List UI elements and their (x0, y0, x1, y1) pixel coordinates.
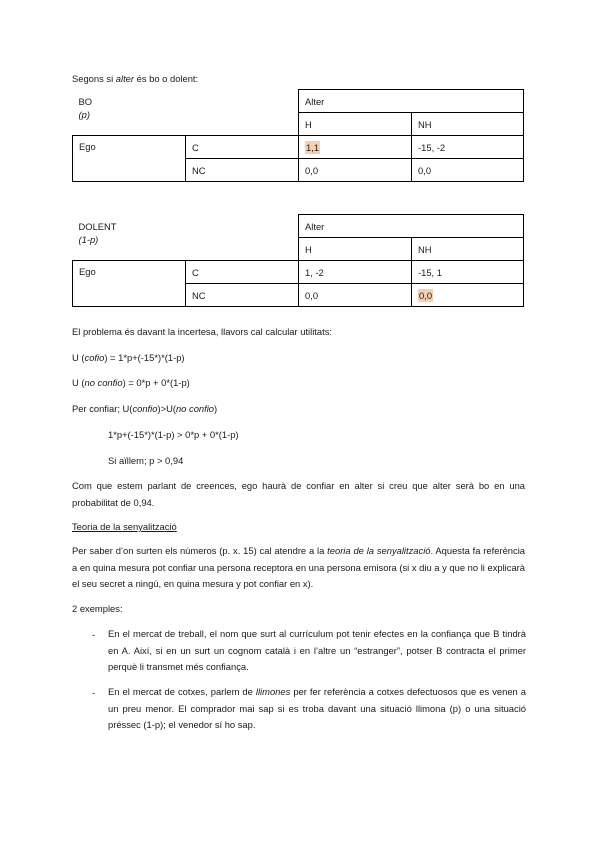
table-dolent-c-h-cell: 1, -2 (299, 261, 412, 284)
ex2-a: En el mercat de cotxes, parlem de (108, 686, 256, 697)
table-bo-title: BO (78, 95, 93, 107)
confiar-b: confio (132, 403, 158, 414)
eq1-emphasis: cofio (84, 352, 105, 363)
table-dolent-row-c-label: C (186, 261, 299, 284)
table-dolent-nh-header: NH (412, 238, 524, 261)
solution: Si aïllem; p > 0,94 (108, 455, 184, 466)
table-dolent-c-nh-cell: -15, 1 (412, 261, 524, 284)
examples-title: 2 exemples: (72, 603, 123, 614)
example-2 (108, 684, 526, 734)
confiar-e: ) (214, 403, 218, 414)
inequality: 1*p+(-15*)*(1-p) > 0*p + 0*(1-p) (108, 429, 239, 440)
utility-no-confio (72, 377, 190, 388)
highlighted-payoff: 0,0 (419, 289, 433, 301)
table-bo-probability: (p) (78, 108, 90, 120)
signal-b: . Aquesta fa referència a en quina mesura pot confiar una persona receptora en una persona emisora (si x diu a y que no li explicarà el seu secret a ningú, en quina mesura y pot confiar en x). (72, 545, 525, 589)
confiar-condition (72, 403, 217, 414)
conclusion-paragraph: Com que estem parlant de creences, ego haurà de confiar en alter si creu que alter serà bo en una probabilitat de 0,94. (72, 480, 525, 508)
eq1-pre: U ( (72, 352, 85, 363)
table-dolent-label (73, 215, 299, 261)
table-dolent-nc-nh-cell (412, 284, 524, 307)
table-dolent-ego-label: Ego (73, 261, 186, 307)
intro-post: és bo o dolent: (134, 73, 199, 84)
table-bo-h-header: H (299, 113, 412, 136)
eq1-post: ) = 1*p+(-15*)*(1-p) (104, 352, 185, 363)
example-1: En el mercat de treball, el nom que surt al currículum pot tenir efectes en la confiança que B tindrà en A. Així, si en un surt un cognom català i en l’altre un “estranger”, potser B contracta el primer perquè li transmet més confiança. (108, 628, 526, 672)
section-heading (72, 521, 177, 532)
ex2-emphasis: llimones (255, 686, 291, 697)
confiar-a: Per confiar; U( (72, 403, 133, 414)
signal-emphasis: teoria de la senyalització (327, 545, 431, 556)
table-dolent-probability: (1-p) (78, 233, 99, 245)
problem-text: El problema és davant la incertesa, llavors cal calcular utilitats: (72, 326, 333, 337)
ex2-b: per fer referència a cotxes defectuosos que es venen a un preu menor. El comprador mai sap si es troba davant una situació llimona (p) o una situació préssec (1-p); el venedor sí ho sap. (108, 686, 527, 730)
eq2-post: ) = 0*p + 0*(1-p) (122, 377, 190, 388)
bullet-marker: - (92, 629, 96, 640)
intro-emphasis: alter (115, 73, 135, 84)
bullet-marker: - (92, 687, 96, 698)
table-bo-row-nc-label: NC (186, 159, 299, 182)
table-bo-row-c-label: C (186, 136, 299, 159)
confiar-c: )>U( (157, 403, 176, 414)
confiar-d: no confio (175, 403, 215, 414)
payoff-table-dolent (72, 214, 524, 307)
table-bo-label (73, 90, 299, 136)
eq2-emphasis: no confio (84, 377, 123, 388)
table-bo-c-h-cell (299, 136, 412, 159)
table-dolent-title: DOLENT (78, 220, 117, 232)
signaling-paragraph (72, 543, 525, 593)
intro-pre: Segons si (72, 73, 116, 84)
table-bo-nc-nh-cell: 0,0 (412, 159, 524, 182)
section-heading-text: Teoria de la senyalització (72, 521, 177, 532)
payoff-table-bo (72, 89, 524, 182)
table-bo-nc-h-cell: 0,0 (299, 159, 412, 182)
table-dolent-row-nc-label: NC (186, 284, 299, 307)
table-dolent-h-header: H (299, 238, 412, 261)
table-bo-c-nh-cell: -15, -2 (412, 136, 524, 159)
table-bo-ego-label: Ego (73, 136, 186, 182)
intro-text (72, 73, 198, 84)
utility-confio (72, 352, 185, 363)
table-bo-alter-header: Alter (299, 90, 524, 113)
table-dolent-nc-h-cell: 0,0 (299, 284, 412, 307)
table-dolent-alter-header: Alter (299, 215, 524, 238)
signal-a: Per saber d’on surten els números (p. x. 15) cal atendre a la (72, 545, 328, 556)
eq2-pre: U ( (72, 377, 85, 388)
table-bo-nh-header: NH (412, 113, 524, 136)
highlighted-payoff: 1,1 (306, 141, 320, 153)
